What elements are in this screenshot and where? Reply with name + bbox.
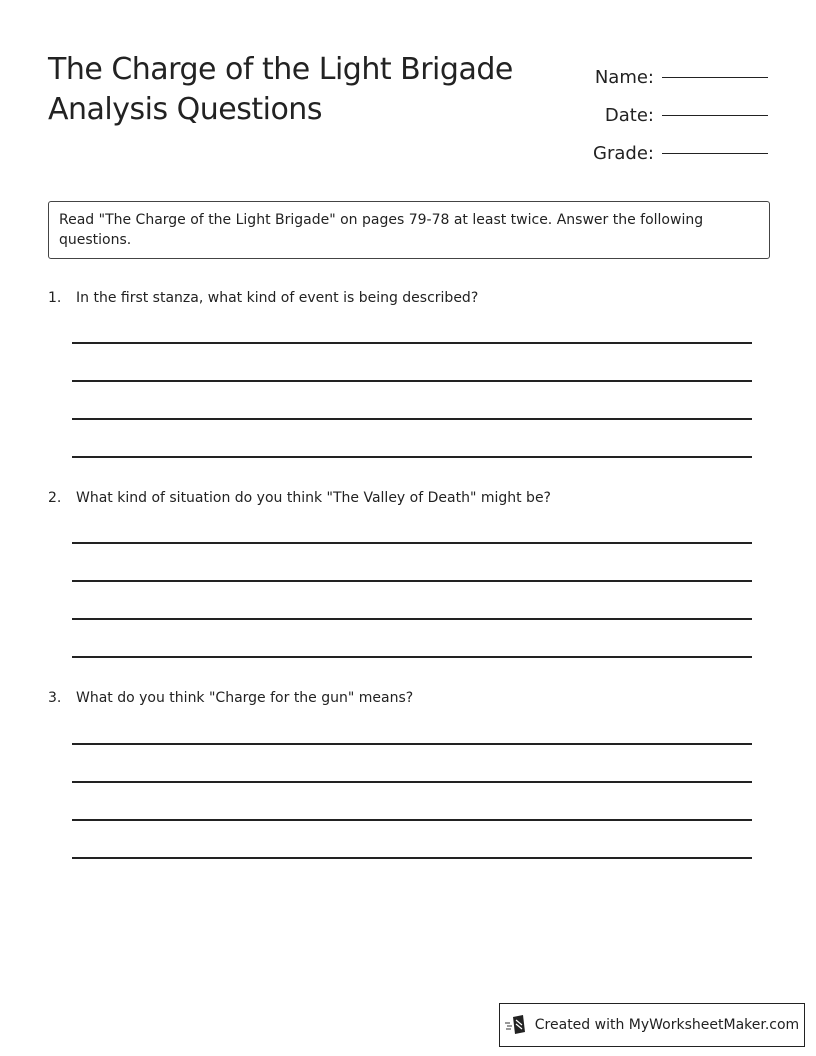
question-text: What kind of situation do you think "The Valley of Death" might be? bbox=[76, 490, 551, 506]
answer-line[interactable] bbox=[72, 542, 752, 544]
grade-line[interactable] bbox=[662, 152, 768, 154]
answer-line[interactable] bbox=[72, 580, 752, 582]
worksheet-logo-icon bbox=[505, 1015, 527, 1035]
footer-credit[interactable] bbox=[499, 1003, 805, 1047]
name-line[interactable] bbox=[662, 76, 768, 78]
question-2 bbox=[48, 490, 551, 506]
instructions-box: Read "The Charge of the Light Brigade" on pages 79-78 at least twice. Answer the following questions. bbox=[48, 201, 770, 259]
answer-line[interactable] bbox=[72, 656, 752, 658]
answer-line[interactable] bbox=[72, 342, 752, 344]
date-field[interactable] bbox=[593, 88, 768, 126]
question-number: 3. bbox=[48, 690, 62, 706]
footer-text: Created with MyWorksheetMaker.com bbox=[534, 1017, 800, 1033]
name-field[interactable] bbox=[593, 50, 768, 88]
date-label: Date: bbox=[604, 105, 654, 126]
answer-line[interactable] bbox=[72, 857, 752, 859]
question-text: What do you think "Charge for the gun" means? bbox=[76, 690, 414, 706]
answer-line[interactable] bbox=[72, 380, 752, 382]
date-line[interactable] bbox=[662, 114, 768, 116]
answer-line[interactable] bbox=[72, 819, 752, 821]
name-label: Name: bbox=[594, 67, 654, 88]
answer-line[interactable] bbox=[72, 456, 752, 458]
answer-line[interactable] bbox=[72, 781, 752, 783]
title-line-2: Analysis Questions bbox=[48, 92, 322, 127]
answer-line[interactable] bbox=[72, 418, 752, 420]
question-number: 1. bbox=[48, 290, 62, 306]
title-line-1: The Charge of the Light Brigade bbox=[48, 52, 513, 87]
question-number: 2. bbox=[48, 490, 62, 506]
page-title bbox=[48, 50, 513, 130]
grade-label: Grade: bbox=[593, 143, 654, 164]
answer-line[interactable] bbox=[72, 743, 752, 745]
question-1 bbox=[48, 290, 478, 306]
answer-line[interactable] bbox=[72, 618, 752, 620]
grade-field[interactable] bbox=[593, 126, 768, 164]
question-3 bbox=[48, 690, 413, 706]
question-text: In the first stanza, what kind of event is being described? bbox=[76, 290, 479, 306]
student-info bbox=[593, 50, 768, 164]
